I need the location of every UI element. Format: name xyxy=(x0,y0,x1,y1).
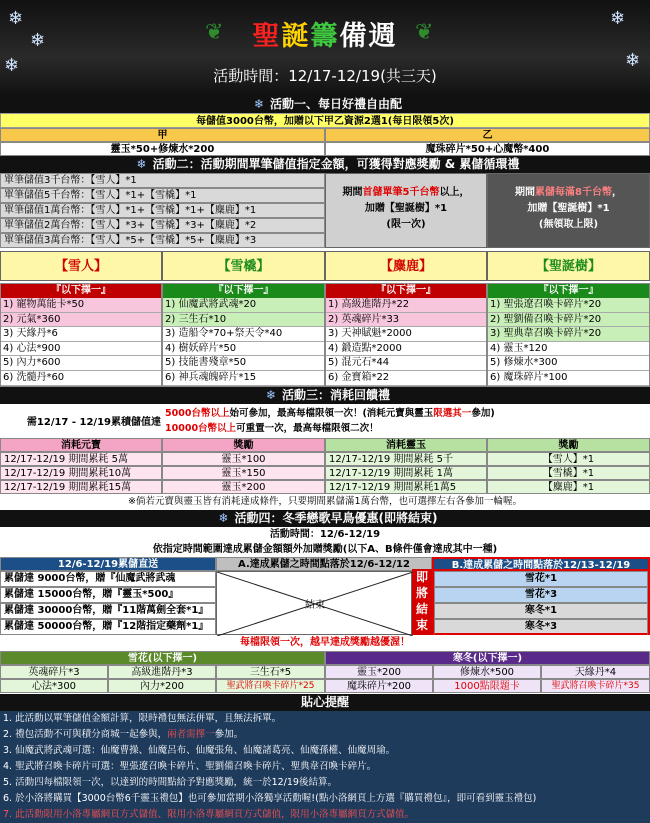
list-item: 3) 天緣丹*6 xyxy=(1,327,161,342)
first-deposit-box: 期間首儲單筆5千台幣以上， 加贈【聖誕樹】*1 (限一次) xyxy=(325,173,487,248)
section3-rules: 5000台幣以上始可參加，最高每檔限領一次！(消耗元寶與靈玉限選其一參加) 10000台幣以上可重置一次，最高每檔限領二次！ xyxy=(165,407,495,434)
col-a-head: 甲 xyxy=(0,128,325,142)
sled-list: 『以下擇一』 1) 仙魔武將武魂*20 2) 三生石*10 3) 造船令*70+祭天令*40 4) 樹妖碎片*50 5) 技能書殘章*50 6) 神兵魂魄碎片*15 xyxy=(162,283,325,387)
list-item: 1) 仙魔武將武魂*20 xyxy=(163,298,324,313)
col-b-head: 乙 xyxy=(325,128,650,142)
ending-soon-badge: 即 將 結 束 xyxy=(412,569,432,635)
list-item: 3) 天神賦魁*2000 xyxy=(326,327,486,342)
list-item: 單筆儲值3千台幣：【雪人】*1 xyxy=(0,173,325,188)
holly-icon: ❦ xyxy=(205,20,224,45)
list-item: 4. 聖武將召喚卡碎片可選：聖張遼召喚卡碎片、聖劉備召喚卡碎片、聖典韋召喚卡碎片。 xyxy=(3,760,377,772)
list-item: 6) 金寶箱*22 xyxy=(326,371,486,386)
list-item: 6) 洗髓丹*60 xyxy=(1,371,161,386)
list-item: 雪花*3 xyxy=(434,587,648,603)
list-item: 累儲達 30000台幣，贈『11階萬劍全套*1』 xyxy=(0,603,216,619)
tag-xmas-tree: 【聖誕樹】 xyxy=(487,251,650,281)
list-item: 4) 心法*900 xyxy=(1,342,161,357)
col-b-value: 魔珠碎片*50+心魔幣*400 xyxy=(325,142,650,156)
list-item: 5) 技能書殘章*50 xyxy=(163,356,324,371)
list-item: 2) 三生石*10 xyxy=(163,313,324,328)
list-item: 5) 修煉水*300 xyxy=(488,356,649,371)
list-item: 寒冬*3 xyxy=(434,619,648,635)
bonus-head: 雪花(以下擇一) 寒冬(以下擇一) xyxy=(0,651,650,665)
section4-desc: 依指定時間範圍達成累儲金額額外加贈獎勵(以下A、B條件僅會達成其中一種) xyxy=(152,543,498,555)
list-item: 2. 禮包活動不可與積分商城一起參與，兩者需擇一參加。 xyxy=(3,728,244,740)
deposit-requirement: 需12/17 - 12/19累積儲值達 xyxy=(26,417,161,429)
list-item: 6) 神兵魂魄碎片*15 xyxy=(163,371,324,386)
holly-icon: ❦ xyxy=(415,20,434,45)
section1-title: ❄ 活動一、每日好禮自由配 xyxy=(0,96,650,113)
list-item: 4) 鍛造點*2000 xyxy=(326,342,486,357)
list-item: 1) 高級進階丹*22 xyxy=(326,298,486,313)
tips-list xyxy=(0,711,650,823)
event-time: 活動時間：12/17-12/19(共三天) xyxy=(213,67,437,85)
section4-title: ❄ 活動四：冬季戀歌早鳥優惠(即將結束) xyxy=(0,510,650,527)
direct-rewards xyxy=(0,571,216,635)
list-item: 寒冬*1 xyxy=(434,603,648,619)
section1-desc: 每儲值3000台幣，加贈以下甲乙資源2選1(每日限領5次) xyxy=(0,113,650,128)
table-row: 心法*300 內力*200 聖武將召喚卡碎片*25 魔珠碎片*200 1000點限題卡 聖武將召喚卡碎片*35 xyxy=(0,679,650,693)
list-item: 5) 混元石*44 xyxy=(326,356,486,371)
list-item: 3) 聖典韋召喚卡碎片*20 xyxy=(488,327,649,342)
list-item: 5. 活動四每檔限領一次，以達到的時間點給予對應獎勵，統一於12/19後結算。 xyxy=(3,776,337,788)
col-a-value: 靈玉*50+修煉水*200 xyxy=(0,142,325,156)
list-item: 1) 聖張遼召喚卡碎片*20 xyxy=(488,298,649,313)
list-item: 4) 樹妖碎片*50 xyxy=(163,342,324,357)
condition-b-rewards xyxy=(432,571,650,635)
list-item: 7. 此活動限用小洛專屬網頁方式儲值、限用小洛專屬網頁方式儲值，限用小洛專屬網頁方式儲值。 xyxy=(3,808,415,820)
section3-title: ❄ 活動三：消耗回饋禮 xyxy=(0,387,650,404)
single-deposit-list xyxy=(0,173,325,248)
list-item: 2) 英魂碎片*33 xyxy=(326,313,486,328)
tag-snowman: 【雪人】 xyxy=(0,251,162,281)
list-item: 單筆儲值5千台幣：【雪人】*1+【雪橇】*1 xyxy=(0,188,325,203)
list-item: 單筆儲值2萬台幣：【雪人】*3+【雪橇】*3+【麋鹿】*2 xyxy=(0,218,325,233)
snowflake-icon: ❄ xyxy=(625,50,641,71)
list-item: 1. 此活動以單筆儲值金額計算，限時禮包無法併單，且無法拆單。 xyxy=(3,712,282,724)
limit-note: 每檔限領一次，越早達成獎勵越優渥！ xyxy=(240,636,410,648)
section3-intro xyxy=(0,404,650,438)
tips-title: 貼心提醒 xyxy=(0,694,650,711)
section4-time: 活動時間：12/6-12/19 xyxy=(269,528,381,540)
table-row: 12/17-12/19 期間累耗15萬 靈玉*200 12/17-12/19 期間累耗1萬5 【麋鹿】*1 xyxy=(0,480,650,494)
section4-body xyxy=(0,571,650,635)
section4-head: 12/6-12/19累儲直送 A.達成累儲之時間點落於12/6-12/12 B.達成累儲之時間點落於12/13-12/19 xyxy=(0,557,650,571)
section3-note: ※倘若元寶與靈玉皆有消耗達成條件，只要期間累儲滿1萬台幣，也可選擇左右各參加一輪喔。 xyxy=(127,495,522,507)
tag-sled: 【雪橇】 xyxy=(162,251,325,281)
list-item: 6) 魔珠碎片*100 xyxy=(488,371,649,386)
list-item: 1) 寵物萬能卡*50 xyxy=(1,298,161,313)
snowflake-icon: ❄ xyxy=(4,55,20,76)
list-item: 雪花*1 xyxy=(434,571,648,587)
section1-table xyxy=(0,128,650,142)
cumulative-deposit-box: 期間累儲每滿8千台幣， 加贈【聖誕樹】*1 (無領取上限) xyxy=(487,173,650,248)
snowflake-icon: ❄ xyxy=(8,8,24,29)
page-title: 聖誕籌備週 xyxy=(252,21,398,52)
list-item: 單筆儲值1萬台幣：【雪人】*1+【雪橇】*1+【麋鹿】*1 xyxy=(0,203,325,218)
section2-title: ❄ 活動二：活動期間單筆儲值指定金額，可獲得對應獎勵 & 累儲循環禮 xyxy=(0,156,650,173)
list-item: 單筆儲值3萬台幣：【雪人】*5+【雪橇】*5+【麋鹿】*3 xyxy=(0,233,325,248)
xmas-tree-list: 『以下擇一』 1) 聖張遼召喚卡碎片*20 2) 聖劉備召喚卡碎片*20 3) 聖典韋召喚卡碎片*20 4) 靈玉*120 5) 修煉水*300 6) 魔珠碎片*100 xyxy=(487,283,650,387)
condition-a-ended: 結束 xyxy=(216,571,412,635)
table-row: 12/17-12/19 期間累耗10萬 靈玉*150 12/17-12/19 期間累耗 1萬 【雪橇】*1 xyxy=(0,466,650,480)
reward-lists xyxy=(0,283,650,387)
snowman-list: 『以下擇一』 1) 寵物萬能卡*50 2) 元氣*360 3) 天緣丹*6 4) 心法*900 5) 內力*600 6) 洗髓丹*60 xyxy=(0,283,162,387)
list-item: 累儲達 50000台幣，贈『12階指定藥劑*1』 xyxy=(0,619,216,635)
list-item: 累儲達 9000台幣，贈『仙魔武將武魂 xyxy=(0,571,216,587)
tag-reindeer: 【麋鹿】 xyxy=(325,251,487,281)
table-row: 12/17-12/19 期間累耗 5萬 靈玉*100 12/17-12/19 期間累耗 5千 【雪人】*1 xyxy=(0,452,650,466)
consume-table-head: 消耗元寶 獎勵 消耗靈玉 獎勵 xyxy=(0,438,650,452)
table-row: 英魂碎片*3 高級進階丹*3 三生石*5 靈玉*200 修煉水*500 天緣丹*4 xyxy=(0,665,650,679)
list-item: 累儲達 15000台幣，贈『靈玉*500』 xyxy=(0,587,216,603)
list-item: 4) 靈玉*120 xyxy=(488,342,649,357)
list-item: 3) 造船令*70+祭天令*40 xyxy=(163,327,324,342)
snowflake-icon: ❄ xyxy=(610,8,626,29)
list-item: 3. 仙魔武將武魂可選：仙魔曹操、仙魔呂布、仙魔張角、仙魔諸葛亮、仙魔孫權、仙魔周瑜。 xyxy=(3,744,396,756)
page-header xyxy=(0,0,650,96)
list-item: 5) 內力*600 xyxy=(1,356,161,371)
list-item: 2) 聖劉備召喚卡碎片*20 xyxy=(488,313,649,328)
reindeer-list: 『以下擇一』 1) 高級進階丹*22 2) 英魂碎片*33 3) 天神賦魁*2000 4) 鍛造點*2000 5) 混元石*44 6) 金寶箱*22 xyxy=(325,283,487,387)
reward-tags xyxy=(0,251,650,281)
list-item: 6. 於小洛將購買【3000台幣6千靈玉禮包】也可參加當期小洛獨享活動喔!(點小洛網頁上方選『購買禮包』，即可看到靈玉禮包) xyxy=(3,792,537,804)
list-item: 2) 元氣*360 xyxy=(1,313,161,328)
snowflake-icon: ❄ xyxy=(30,30,46,51)
